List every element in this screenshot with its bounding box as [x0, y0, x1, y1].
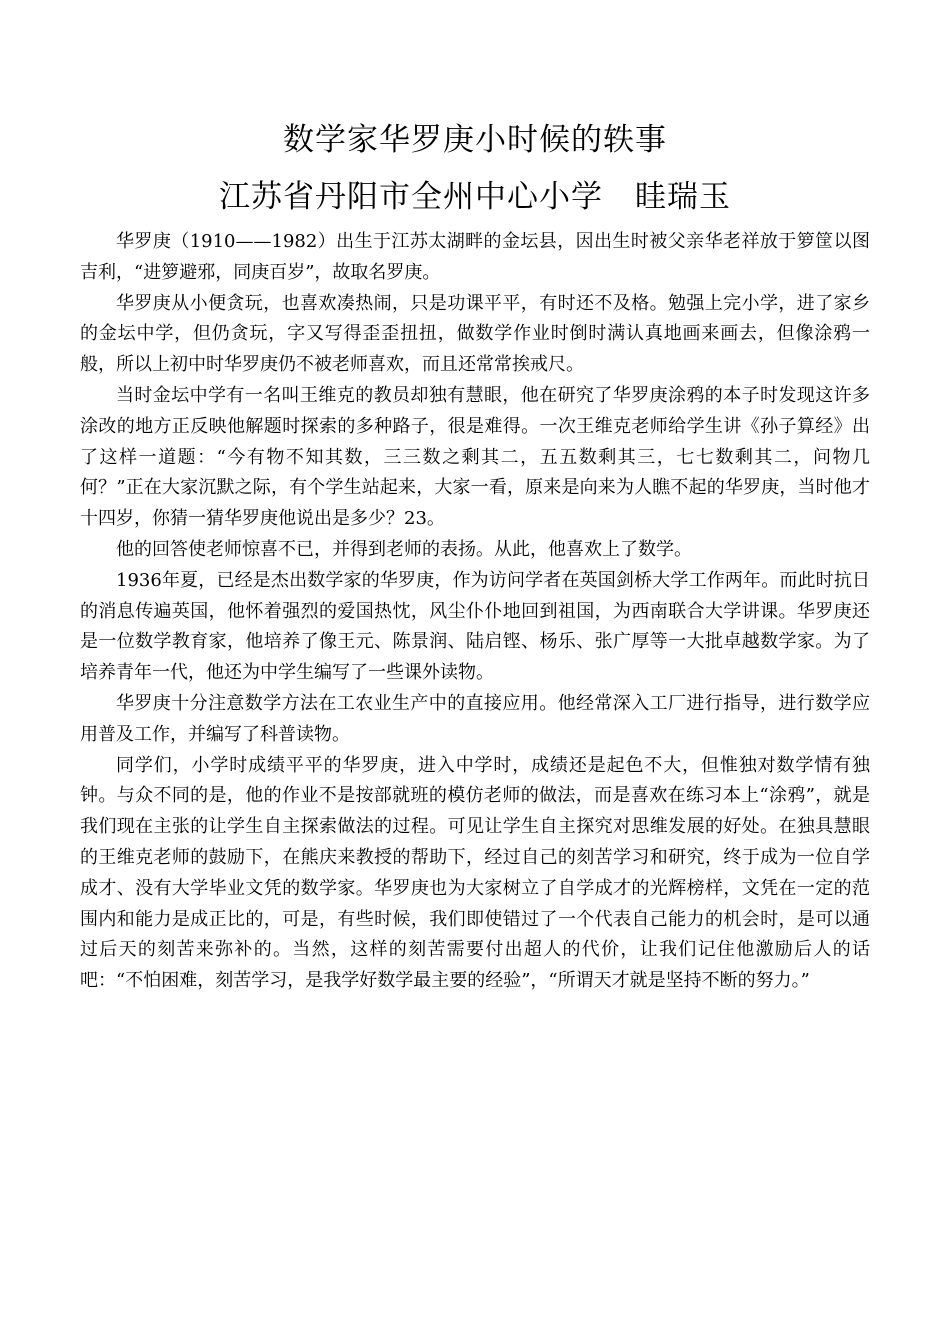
paragraph-4: 他的回答使老师惊喜不已，并得到老师的表扬。从此，他喜欢上了数学。 [116, 538, 692, 560]
article-body [80, 227, 870, 997]
paragraph-1: 华罗庚（1910——1982）出生于江苏太湖畔的金坛县，因出生时被父亲华老祥放于箩筐以图吉利，“进箩避邪，同庚百岁”，故取名罗庚。 [80, 231, 870, 283]
paragraph-3: 当时金坛中学有一名叫王维克的教员却独有慧眼，他在研究了华罗庚涂鸦的本子时发现这许多涂改的地方正反映他解题时探索的多种路子，很是难得。一次王维克老师给学生讲《孙子算经》出了这样一道题：“今有物不知其数，三三数之剩其二，五五数剩其三，七七数剩其二，问物几何？”正在大家沉默之际，有个学生站起来，大家一看，原来是向来为人瞧不起的华罗庚，当时他才十四岁，你猜一猜华罗庚他说出是多少？23。 [80, 384, 870, 530]
author-line: 江苏省丹阳市全州中心小学 眭瑞玉 [219, 179, 731, 215]
paragraph-2: 华罗庚从小便贪玩，也喜欢凑热闹，只是功课平平，有时还不及格。勉强上完小学，进了家乡的金坛中学，但仍贪玩，字又写得歪歪扭扭，做数学作业时倒时满认真地画来画去，但像涂鸦一般，所以上初中时华罗庚仍不被老师喜欢，而且还常常挨戒尺。 [80, 292, 870, 376]
paragraph-7: 同学们，小学时成绩平平的华罗庚，进入中学时，成绩还是起色不大，但惟独对数学情有独钟。与众不同的是，他的作业不是按部就班的模仿老师的做法，而是喜欢在练习本上“涂鸦”，就是我们现在主张的让学生自主探索做法的过程。可见让学生自主探究对思维发展的好处。在独具慧眼的王维克老师的鼓励下，在熊庆来教授的帮助下，经过自己的刻苦学习和研究，终于成为一位自学成才、没有大学毕业文凭的数学家。华罗庚也为大家树立了自学成才的光辉榜样，文凭在一定的范围内和能力是成正比的，可是，有些时候，我们即使错过了一个代表自己能力的机会时，是可以通过后天的刻苦来弥补的。当然，这样的刻苦需要付出超人的代价，让我们记住他激励后人的话吧：“不怕困难，刻苦学习，是我学好数学最主要的经验”，“所谓天才就是坚持不断的努力。” [80, 754, 870, 992]
paragraph-6: 华罗庚十分注意数学方法在工农业生产中的直接应用。他经常深入工厂进行指导，进行数学应用普及工作，并编写了科普读物。 [80, 692, 870, 745]
paragraph-5: 1936年夏，已经是杰出数学家的华罗庚，作为访问学者在英国剑桥大学工作两年。而此时抗日的消息传遍英国，他怀着强烈的爱国热忱，风尘仆仆地回到祖国，为西南联合大学讲课。华罗庚还是一位数学教育家，他培养了像王元、陈景润、陆启铿、杨乐、张广厚等一大批卓越数学家。为了培养青年一代，他还为中学生编写了一些课外读物。 [80, 569, 870, 684]
page-title: 数学家华罗庚小时候的轶事 [283, 122, 667, 158]
document-page [80, 0, 870, 1342]
